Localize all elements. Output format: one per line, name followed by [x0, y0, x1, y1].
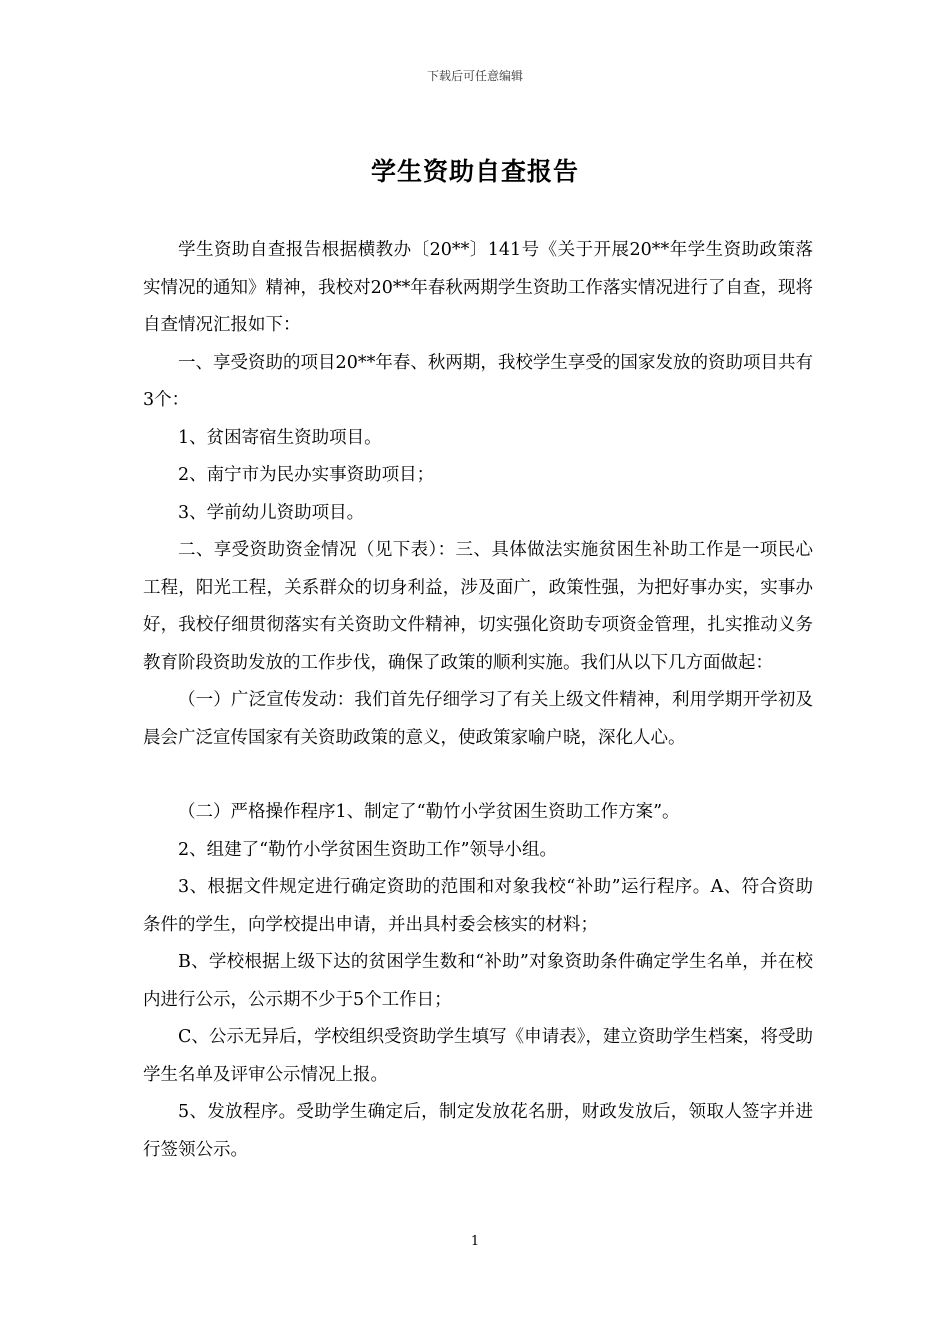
- paragraph-step-3: 3、根据文件规定进行确定资助的范围和对象我校“补助”运行程序。A、符合资助条件的学生，向学校提出申请，并出具村委会核实的材料；: [143, 877, 813, 935]
- header-note: 下载后可任意编辑: [426, 69, 523, 83]
- paragraph-item-1: 1、贫困寄宿生资助项目。: [178, 427, 382, 448]
- paragraph-section-1: 一、享受资助的项目20**年春、秋两期，我校学生享受的国家发放的资助项目共有3个：: [143, 352, 813, 410]
- paragraph-step-c: C、公示无异后，学校组织受资助学生填写《申请表》，建立资助学生档案，将受助学生名单及评审公示情况上报。: [143, 1027, 813, 1085]
- page-number: 1: [470, 1234, 480, 1249]
- paragraph-item-3: 3、学前幼儿资助项目。: [178, 502, 365, 523]
- paragraph-subsection-1: （一）广泛宣传发动：我们首先仔细学习了有关上级文件精神，利用学期开学初及晨会广泛宣传国家有关资助政策的意义，使政策家喻户晓，深化人心。: [143, 690, 813, 748]
- document-body: [143, 232, 813, 1169]
- paragraph-step-5: 5、发放程序。受助学生确定后，制定发放花名册，财政发放后，领取人签字并进行签领公示。: [143, 1102, 813, 1160]
- paragraph-step-2: 2、组建了“勒竹小学贫困生资助工作”领导小组。: [178, 839, 558, 860]
- document-title: 学生资助自查报告: [370, 157, 579, 186]
- paragraph-item-2: 2、南宁市为民办实事资助项目；: [178, 465, 435, 485]
- paragraph-step-b: B、学校根据上级下达的贫困学生数和“补助”对象资助条件确定学生名单，并在校内进行公示，公示期不少于5个工作日；: [143, 952, 813, 1010]
- paragraph-subsection-2: （二）严格操作程序1、制定了“勒竹小学贫困生资助工作方案”。: [178, 802, 680, 822]
- paragraph-intro: 学生资助自查报告根据横教办〔20**〕141号《关于开展20**年学生资助政策落实情况的通知》精神，我校对20**年春秋两期学生资助工作落实情况进行了自查，现将自查情况汇报如下：: [143, 240, 813, 335]
- paragraph-gap: [143, 757, 813, 794]
- paragraph-section-2-3: 二、享受资助资金情况（见下表）：三、具体做法实施贫困生补助工作是一项民心工程，阳光工程，关系群众的切身利益，涉及面广，政策性强，为把好事办实，实事办好，我校仔细贯彻落实有关资助文件精神，切实强化资助专项资金管理，扎实推动义务教育阶段资助发放的工作步伐，确保了政策的顺利实施。我们从以下几方面做起：: [143, 540, 813, 673]
